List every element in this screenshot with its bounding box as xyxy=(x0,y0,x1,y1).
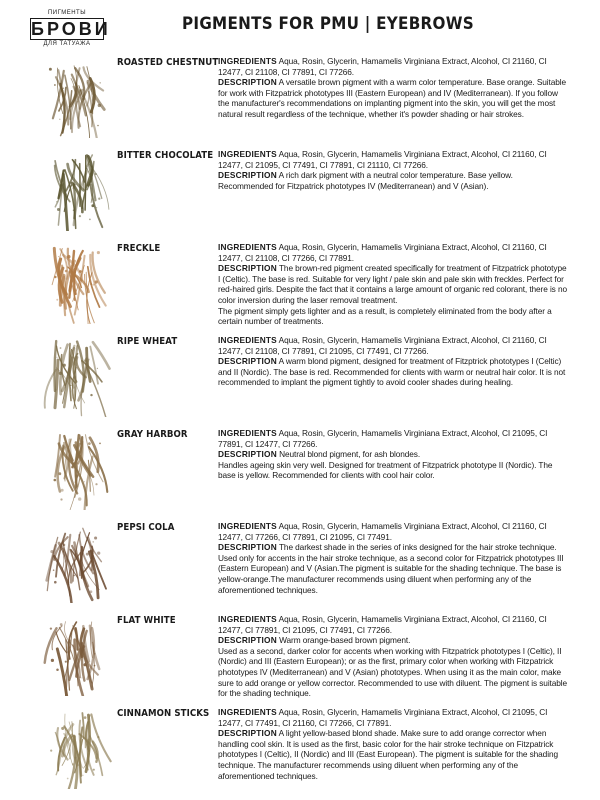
pigment-name: FLAT WHITE xyxy=(117,615,176,626)
description-line xyxy=(218,449,568,460)
description-text: A light yellow-based blond shade. Make sure to add orange corrector when handling cool skin. It is used as the first, basic color for the hair stroke technique on Fitzpatrick phototypes I (Celtic), II (Nordic) and III (East European). The pigment is suitable for the shading technique. The manufacturer recommends using diluent when performing any of the aforementioned techniques. xyxy=(218,728,558,781)
description-label: DESCRIPTION xyxy=(218,542,277,553)
description-text: Neutral blond pigment, for ash blondes. xyxy=(279,449,421,460)
ingredients-text: Aqua, Rosin, Glycerin, Hamamelis Virginiana Extract, Alcohol, CI 21160, CI 12477, CI 77891, CI 21095, CI 77491, CI 77266. xyxy=(218,614,547,635)
description-label: DESCRIPTION xyxy=(218,728,277,739)
pigment-entry xyxy=(0,424,600,517)
description-text: The darkest shade in the series of inks designed for the hair stroke technique. Used only for accents in the hair stroke technique, as a second color for Fitzpatrick phototypes III (Eastern European) and V (Asian.The pigment is suitable for the shading technique. The base is yellow-orange.The manufacturer recommends using diluent when performing any of the aforementioned techniques. xyxy=(218,542,564,595)
pigment-swatch-image xyxy=(40,614,112,696)
pigment-name: GRAY HARBOR xyxy=(117,429,188,440)
description-line xyxy=(218,263,568,305)
description-line xyxy=(218,356,568,388)
pigment-name: PEPSI COLA xyxy=(117,522,175,533)
pigment-name: CINNAMON STICKS xyxy=(117,708,210,719)
pigment-swatch-image xyxy=(40,428,112,510)
pigment-swatch-image xyxy=(40,335,112,417)
pigment-entry xyxy=(0,145,600,238)
pigment-details xyxy=(218,428,568,481)
pigment-swatch-image xyxy=(40,56,112,138)
pigment-swatch-image xyxy=(40,149,112,231)
description-label: DESCRIPTION xyxy=(218,77,277,88)
ingredients-text: Aqua, Rosin, Glycerin, Hamamelis Virginiana Extract, Alcohol, CI 21160, CI 12477, CI 21108, CI 77266, CI 77891. xyxy=(218,242,547,263)
logo-bottom-text: ДЛЯ ТАТУАЖА xyxy=(43,41,91,47)
ingredients-label: INGREDIENTS xyxy=(218,521,277,531)
pigment-name: ROASTED CHESTNUT xyxy=(117,57,219,68)
pigment-details xyxy=(218,521,568,595)
description-text: A versatile brown pigment with a warm color temperature. Base orange. Suitable for work with Fitzpatrick phototypes III (Eastern European) and IV (Mediterranean). If you follow the manufacturer's recommendations on implanting pigment into the skin, you will get the most natural result regardless of the technique, whether it's powder shading or hair strokes. xyxy=(218,77,567,119)
description-label: DESCRIPTION xyxy=(218,263,277,274)
description-text: Warm orange-based brown pigment. xyxy=(279,635,411,646)
ingredients-label: INGREDIENTS xyxy=(218,707,277,717)
description-extra: Used as a second, darker color for accents when working with Fitzpatrick phototypes I (Celtic), II (Nordic) and III (Eastern European); or as the first, primary color when working with Fitzpatrick phototypes IV (Mediterranean) and V (Asian) phototypes. When using it as the main color, make sure to add orange or yellow corrector. Recommended to use with diluent. The pigment is suitable for the shading technique. xyxy=(218,645,568,699)
pigment-details xyxy=(218,56,568,120)
description-text: A rich dark pigment with a neutral color temperature. Base yellow. Recommended for Fitzpatrick phototypes IV (Mediterranean) and V (Asian). xyxy=(218,170,513,191)
ingredients-label: INGREDIENTS xyxy=(218,242,277,252)
ingredients-label: INGREDIENTS xyxy=(218,149,277,159)
ingredients-line xyxy=(218,521,568,542)
pigment-name: FRECKLE xyxy=(117,243,161,254)
ingredients-text: Aqua, Rosin, Glycerin, Hamamelis Virginiana Extract, Alcohol, CI 21160, CI 12477, CI 77266, CI 77891, CI 21095, CI 77491. xyxy=(218,521,547,542)
description-label: DESCRIPTION xyxy=(218,170,277,181)
pigment-swatch-image xyxy=(40,242,112,324)
description-label: DESCRIPTION xyxy=(218,635,277,646)
page-title: PIGMENTS FOR PMU | EYEBROWS xyxy=(182,14,474,33)
pigment-entry xyxy=(0,331,600,424)
description-label: DESCRIPTION xyxy=(218,356,277,367)
pigment-entry xyxy=(0,517,600,610)
ingredients-label: INGREDIENTS xyxy=(218,614,277,624)
description-label: DESCRIPTION xyxy=(218,449,277,460)
description-line xyxy=(218,542,568,595)
pigment-name: RIPE WHEAT xyxy=(117,336,178,347)
pigment-entry xyxy=(0,610,600,703)
pigment-details xyxy=(218,335,568,388)
ingredients-label: INGREDIENTS xyxy=(218,335,277,345)
description-text: A warm blond pigment, designed for treatment of Fitzptrick phototypes I (Celtic) and II (Nordic). The base is red. Recommended for clients with warm or neutral hair color. It is not recommended to implant the pigment tightly to avoid cooler shades during healing. xyxy=(218,356,566,388)
description-text: The brown-red pigment created specifically for treatment of Fitzpatrick phototype I (Celtic). The base is red. Suitable for very light / pale skin and pale skin with freckles. Perfect for red-haired girls. Despite the fact that it contains a large amount of organic red colorant, there is no color inversion during the laser removal treatment. xyxy=(218,263,567,305)
ingredients-line xyxy=(218,335,568,356)
pigment-details xyxy=(218,242,568,327)
description-extra: The pigment simply gets lighter and as a result, is completely eliminated from the body after a certain number of treatments. xyxy=(218,305,552,327)
pigment-details xyxy=(218,614,568,699)
ingredients-text: Aqua, Rosin, Glycerin, Hamamelis Virginiana Extract, Alcohol, CI 21160, CI 12477, CI 21095, CI 77491, CI 77891, CI 21110, CI 77266. xyxy=(218,149,547,170)
ingredients-line xyxy=(218,707,568,728)
description-line xyxy=(218,728,568,781)
description-line xyxy=(218,170,568,191)
ingredients-line xyxy=(218,149,568,170)
brand-logo xyxy=(30,10,111,48)
pigment-name: BITTER CHOCOLATE xyxy=(117,150,214,161)
ingredients-text: Aqua, Rosin, Glycerin, Hamamelis Virginiana Extract, Alcohol, CI 21095, CI 77891, CI 12477, CI 77266. xyxy=(218,428,548,449)
ingredients-line xyxy=(218,614,568,635)
pigment-swatch-image xyxy=(40,707,112,789)
pigment-entry xyxy=(0,703,600,796)
pigment-entry xyxy=(0,52,600,145)
pigment-entry xyxy=(0,238,600,331)
ingredients-text: Aqua, Rosin, Glycerin, Hamamelis Virginiana Extract, Alcohol, CI 21160, CI 12477, CI 21108, CI 77891, CI 77266. xyxy=(218,56,547,77)
ingredients-line xyxy=(218,428,568,449)
logo-top-text: ПИГМЕНТЫ xyxy=(47,10,87,16)
logo-brand-text: БРОВИ xyxy=(31,19,111,39)
pigment-list xyxy=(0,52,600,796)
pigment-swatch-image xyxy=(40,521,112,603)
ingredients-text: Aqua, Rosin, Glycerin, Hamamelis Virginiana Extract, Alcohol, CI 21160, CI 12477, CI 21108, CI 77891, CI 21095, CI 77491, CI 77266. xyxy=(218,335,547,356)
pigment-details xyxy=(218,707,568,781)
ingredients-text: Aqua, Rosin, Glycerin, Hamamelis Virginiana Extract, Alcohol, CI 21095, CI 12477, CI 77491, CI 21160, CI 77266, CI 77891. xyxy=(218,707,548,728)
ingredients-label: INGREDIENTS xyxy=(218,428,277,438)
description-line xyxy=(218,77,568,119)
pigment-details xyxy=(218,149,568,191)
ingredients-label: INGREDIENTS xyxy=(218,56,277,66)
ingredients-line xyxy=(218,242,568,263)
description-extra: Handles ageing skin very well. Designed for treatment of Fitzpatrick phototype II (Nordic). The base is yellow. Recommended for clients with cool hair color. xyxy=(218,459,553,481)
ingredients-line xyxy=(218,56,568,77)
description-line xyxy=(218,635,568,646)
